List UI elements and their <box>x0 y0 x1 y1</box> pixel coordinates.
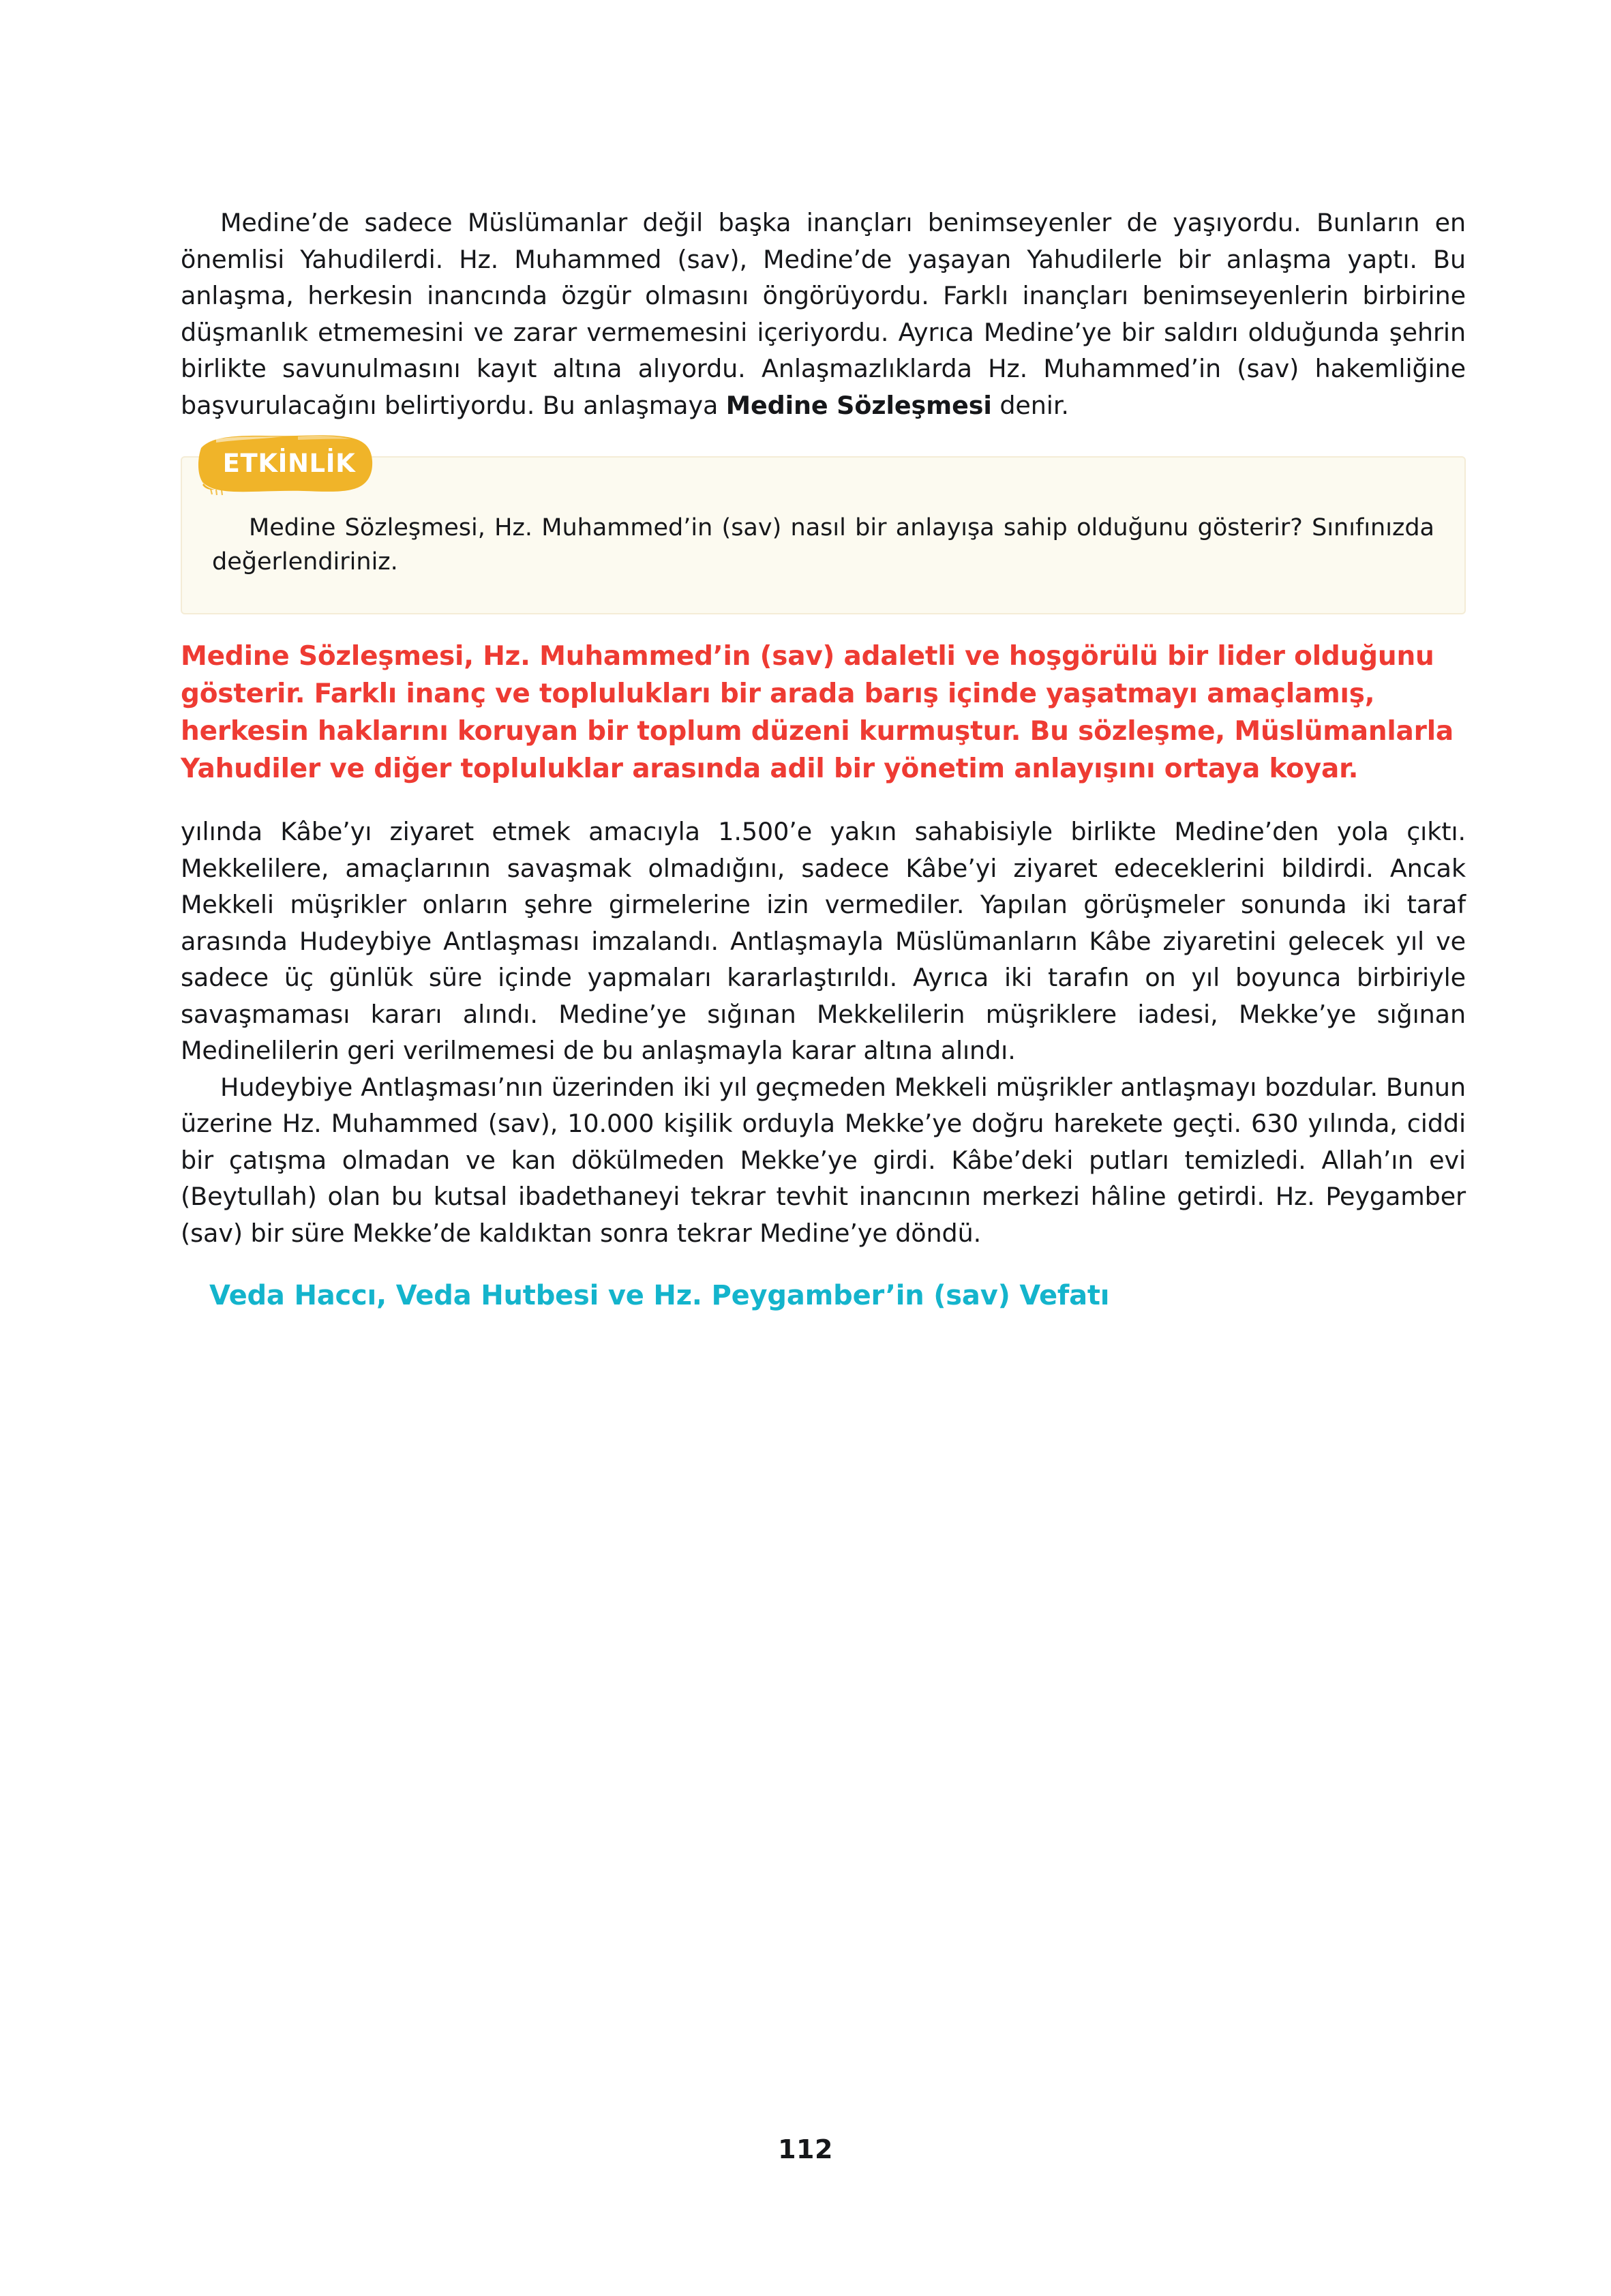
paragraph-text-part: Medine’de sadece Müslümanlar değil başka inançları benimseyenler de yaşıyordu. Bunların en önemlisi Yahudilerdi. Hz. Muhammed (sav), Medine’de yaşayan Yahudilerle bir anlaşma yaptı. Bu anlaşma, herkesin inancında özgür olmasını öngörüyordu. Farklı inançları benimseyenlerin birbirine düşmanlık etmemesini ve zarar vermemesini içeriyordu. Ayrıca Medine’ye bir saldırı olduğunda şehrin birlikte savunulmasını kayıt altına alıyordu. Anlaşmazlıklarda Hz. Muhammed’in (sav) hakemliğine başvurulacağını belirtiyordu. Bu anlaşmaya <box>181 208 1466 420</box>
etkinlik-badge <box>196 430 374 496</box>
paragraph-hudeybiye-continued: yılında Kâbe’yı ziyaret etmek amacıyla 1.500’e yakın sahabisiyle birlikte Medine’den yola çıktı. Mekkelilere, amaçlarının savaşmak olmadığını, sadece Kâbe’yi ziyaret edeceklerini bildirdi. Ancak Mekkeli müşrikler onların şehre girmelerine izin vermediler. Yapılan görüşmeler sonunda iki taraf arasında Hudeybiye Antlaşması imzalandı. Antlaşmayla Müslümanların Kâbe ziyaretini gelecek yıl ve sadece üç günlük süre içinde yapmaları kararlaştırıldı. Ayrıca iki tarafın on yıl boyunca birbiriyle savaşmaması kararı alındı. Medine’ye sığınan Mekkelilerin müşriklere iadesi, Mekke’ye sığınan Medinelilerin geri verilmemesi de bu anlaşmayla karar altına alındı. <box>181 817 1466 1065</box>
paragraph-mecca-conquest: Hudeybiye Antlaşması’nın üzerinden iki yıl geçmeden Mekkeli müşrikler antlaşmayı bozdular. Bunun üzerine Hz. Muhammed (sav), 10.000 kişilik orduyla Mekke’ye doğru harekete geçti. 630 yılında, ciddi bir çatışma olmadan ve kan dökülmeden Mekke’ye girdi. Kâbe’deki putları temizledi. Allah’ın evi (Beytullah) olan bu kutsal ibadethaneyi tekrar tevhit inancının merkezi hâline getirdi. Hz. Peygamber (sav) bir süre Mekke’de kaldıktan sonra tekrar Medine’ye döndü. <box>181 1072 1466 1248</box>
page-content <box>181 205 1466 1329</box>
etkinlik-badge-label: ETKİNLİK <box>222 448 356 478</box>
term-medine-sozlesmesi: Medine Sözleşmesi <box>725 390 992 420</box>
activity-section <box>181 448 1466 614</box>
paragraph-text-part: denir. <box>991 390 1069 420</box>
paragraph-medine-sozlesmesi <box>181 205 1466 423</box>
activity-question: Medine Sözleşmesi, Hz. Muhammed’in (sav) nasıl bir anlayışa sahip olduğunu gösterir? Sınıfınızda değerlendiriniz. <box>212 514 1434 576</box>
student-answer: Medine Sözleşmesi, Hz. Muhammed’in (sav) adaletli ve hoşgörülü bir lider olduğunu gösterir. Farklı inanç ve toplulukları bir arada barış içinde yaşatmayı amaçlamış, herkesin haklarını koruyan bir toplum düzeni kurmuştur. Bu sözleşme, Müslümanlarla Yahudiler ve diğer topluluklar arasında adil bir yönetim anlayışını ortaya koyar. <box>181 641 1454 784</box>
subheading-veda-hacci: Veda Haccı, Veda Hutbesi ve Hz. Peygamber’in (sav) Vefatı <box>209 1280 1110 1311</box>
page-number: 112 <box>778 2134 833 2164</box>
